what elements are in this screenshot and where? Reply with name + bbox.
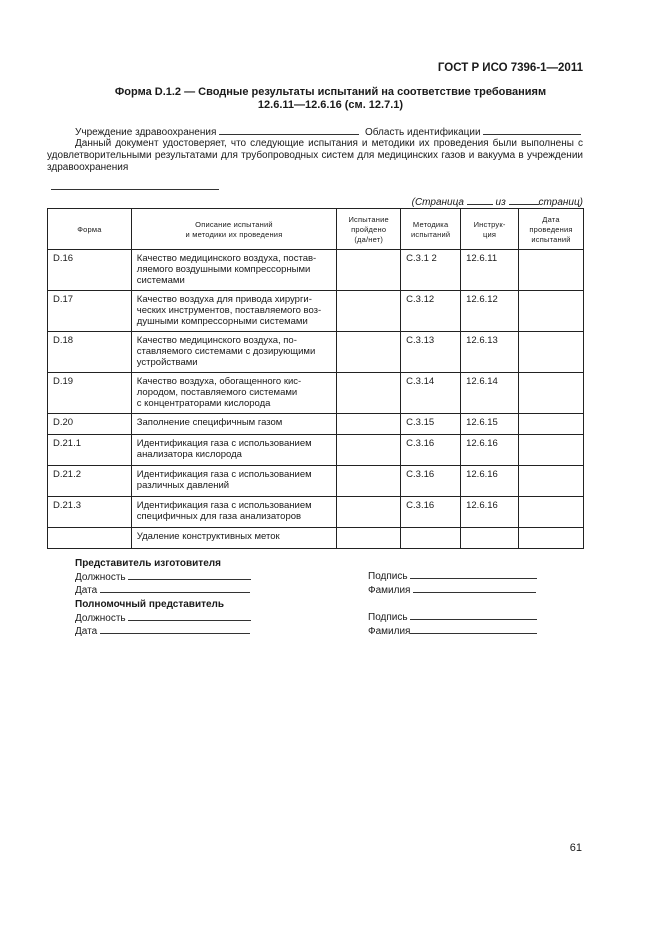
cell-passed (337, 332, 401, 373)
page-counter (412, 195, 583, 208)
cell-passed (337, 291, 401, 332)
table-row (48, 466, 584, 497)
header-description: Описание испытаний и методики их проведения (131, 209, 336, 250)
header-passed: Испытание пройдено (да/нет) (337, 209, 401, 250)
cell-description: Идентификация газа с использованием различных давлений (131, 466, 336, 497)
cell-description: Идентификация газа с использованием анализатора кислорода (131, 435, 336, 466)
form-title (60, 86, 601, 112)
authorized-position-field: Должность (75, 611, 251, 625)
cell-instruction: 12.6.16 (461, 466, 519, 497)
of-word: из (495, 197, 506, 208)
cell-form: D.19 (48, 373, 132, 414)
manufacturer-rep-block (75, 558, 251, 597)
cell-passed (337, 497, 401, 528)
cell-passed (337, 528, 401, 549)
cell-form: D.16 (48, 250, 132, 291)
results-table (47, 208, 584, 549)
cell-method: С.3.16 (401, 497, 461, 528)
cell-passed (337, 373, 401, 414)
cell-date (519, 435, 584, 466)
cell-instruction: 12.6.11 (461, 250, 519, 291)
header-method: Методика испытаний (401, 209, 461, 250)
page-word: (Страница (411, 197, 464, 208)
cell-instruction: 12.6.12 (461, 291, 519, 332)
cell-description: Качество медицинского воздуха, постав- ляемого воздушными компрессорными системами (131, 250, 336, 291)
manufacturer-surname-field: Фамилия (368, 583, 537, 597)
cell-description: Качество воздуха для привода хирурги- ческих инструментов, поставляемого воз- душными компрессорными системами (131, 291, 336, 332)
institution-name-blank (51, 189, 219, 190)
cell-date (519, 332, 584, 373)
cell-form: D.21.1 (48, 435, 132, 466)
manufacturer-rep-heading: Представитель изготовителя (75, 558, 221, 569)
cell-date (519, 291, 584, 332)
table-row (48, 332, 584, 373)
form-title-line1: Форма D.1.2 — Сводные результаты испытаний на соответствие требованиям (114, 86, 547, 98)
cell-description: Идентификация газа с использованием специфичных для газа анализаторов (131, 497, 336, 528)
standard-code: ГОСТ Р ИСО 7396-1—2011 (437, 62, 583, 74)
authorized-surname-field: Фамилия (368, 624, 537, 638)
cell-description: Удаление конструктивных меток (131, 528, 336, 549)
header-instruction: Инструк- ция (461, 209, 519, 250)
cell-passed (337, 414, 401, 435)
area-label: Область идентификации (365, 127, 481, 138)
cell-date (519, 373, 584, 414)
cell-method: С.3.13 (401, 332, 461, 373)
page-blank (467, 195, 493, 205)
header-form: Форма (48, 209, 132, 250)
cell-method: С.3.15 (401, 414, 461, 435)
cell-description: Качество воздуха, обогащенного кис- лородом, поставляемого системами с концентраторами кислорода (131, 373, 336, 414)
table-row (48, 291, 584, 332)
institution-label: Учреждение здравоохранения (75, 127, 217, 138)
area-field (365, 125, 581, 139)
authorized-signature-field: Подпись (368, 610, 537, 624)
table-row (48, 528, 584, 549)
cell-form (48, 528, 132, 549)
cell-method: С.3.16 (401, 466, 461, 497)
table-row (48, 373, 584, 414)
area-blank (483, 125, 581, 135)
manufacturer-date-field: Дата (75, 583, 251, 597)
cell-form: D.20 (48, 414, 132, 435)
cell-passed (337, 435, 401, 466)
cell-instruction: 12.6.14 (461, 373, 519, 414)
cell-date (519, 497, 584, 528)
manufacturer-sign-block (368, 569, 537, 596)
manufacturer-position-field: Должность (75, 570, 251, 584)
total-blank (509, 195, 539, 205)
authorized-date-field: Дата (75, 624, 251, 638)
cell-description: Качество медицинского воздуха, по- ставляемого системами с дозирующими устройствами (131, 332, 336, 373)
cell-description: Заполнение специфичным газом (131, 414, 336, 435)
authorized-rep-block (75, 599, 251, 638)
cell-passed (337, 466, 401, 497)
authorized-rep-heading: Полномочный представитель (75, 599, 225, 610)
institution-field (75, 125, 359, 139)
cell-method: С.3.16 (401, 435, 461, 466)
table-row (48, 435, 584, 466)
cell-method: С.3.12 (401, 291, 461, 332)
cell-method: С.3.14 (401, 373, 461, 414)
cell-instruction: 12.6.16 (461, 435, 519, 466)
cell-instruction (461, 528, 519, 549)
cell-form: D.21.3 (48, 497, 132, 528)
cell-date (519, 250, 584, 291)
table-row (48, 497, 584, 528)
cell-instruction: 12.6.13 (461, 332, 519, 373)
pages-word: страниц) (538, 197, 583, 208)
cell-form: D.17 (48, 291, 132, 332)
cell-date (519, 466, 584, 497)
authorized-sign-block (368, 610, 537, 637)
form-title-line2: 12.6.11—12.6.16 (см. 12.7.1) (257, 99, 404, 111)
table-row (48, 250, 584, 291)
cell-method: С.3.1 2 (401, 250, 461, 291)
page-number: 61 (569, 842, 582, 854)
cell-form: D.18 (48, 332, 132, 373)
cell-passed (337, 250, 401, 291)
cell-method (401, 528, 461, 549)
header-date: Дата проведения испытаний (519, 209, 584, 250)
cell-form: D.21.2 (48, 466, 132, 497)
cell-date (519, 414, 584, 435)
certification-paragraph: Данный документ удостоверяет, что следующие испытания и методики их проведения были выполнены с удовлетворительными результатами для трубопроводных систем для медицинских газов и вакуума в учреждении здравоохранения (47, 138, 583, 173)
table-row (48, 414, 584, 435)
cell-instruction: 12.6.15 (461, 414, 519, 435)
institution-blank (219, 125, 359, 135)
cell-date (519, 528, 584, 549)
table-header-row (48, 209, 584, 250)
cell-instruction: 12.6.16 (461, 497, 519, 528)
manufacturer-signature-field: Подпись (368, 569, 537, 583)
